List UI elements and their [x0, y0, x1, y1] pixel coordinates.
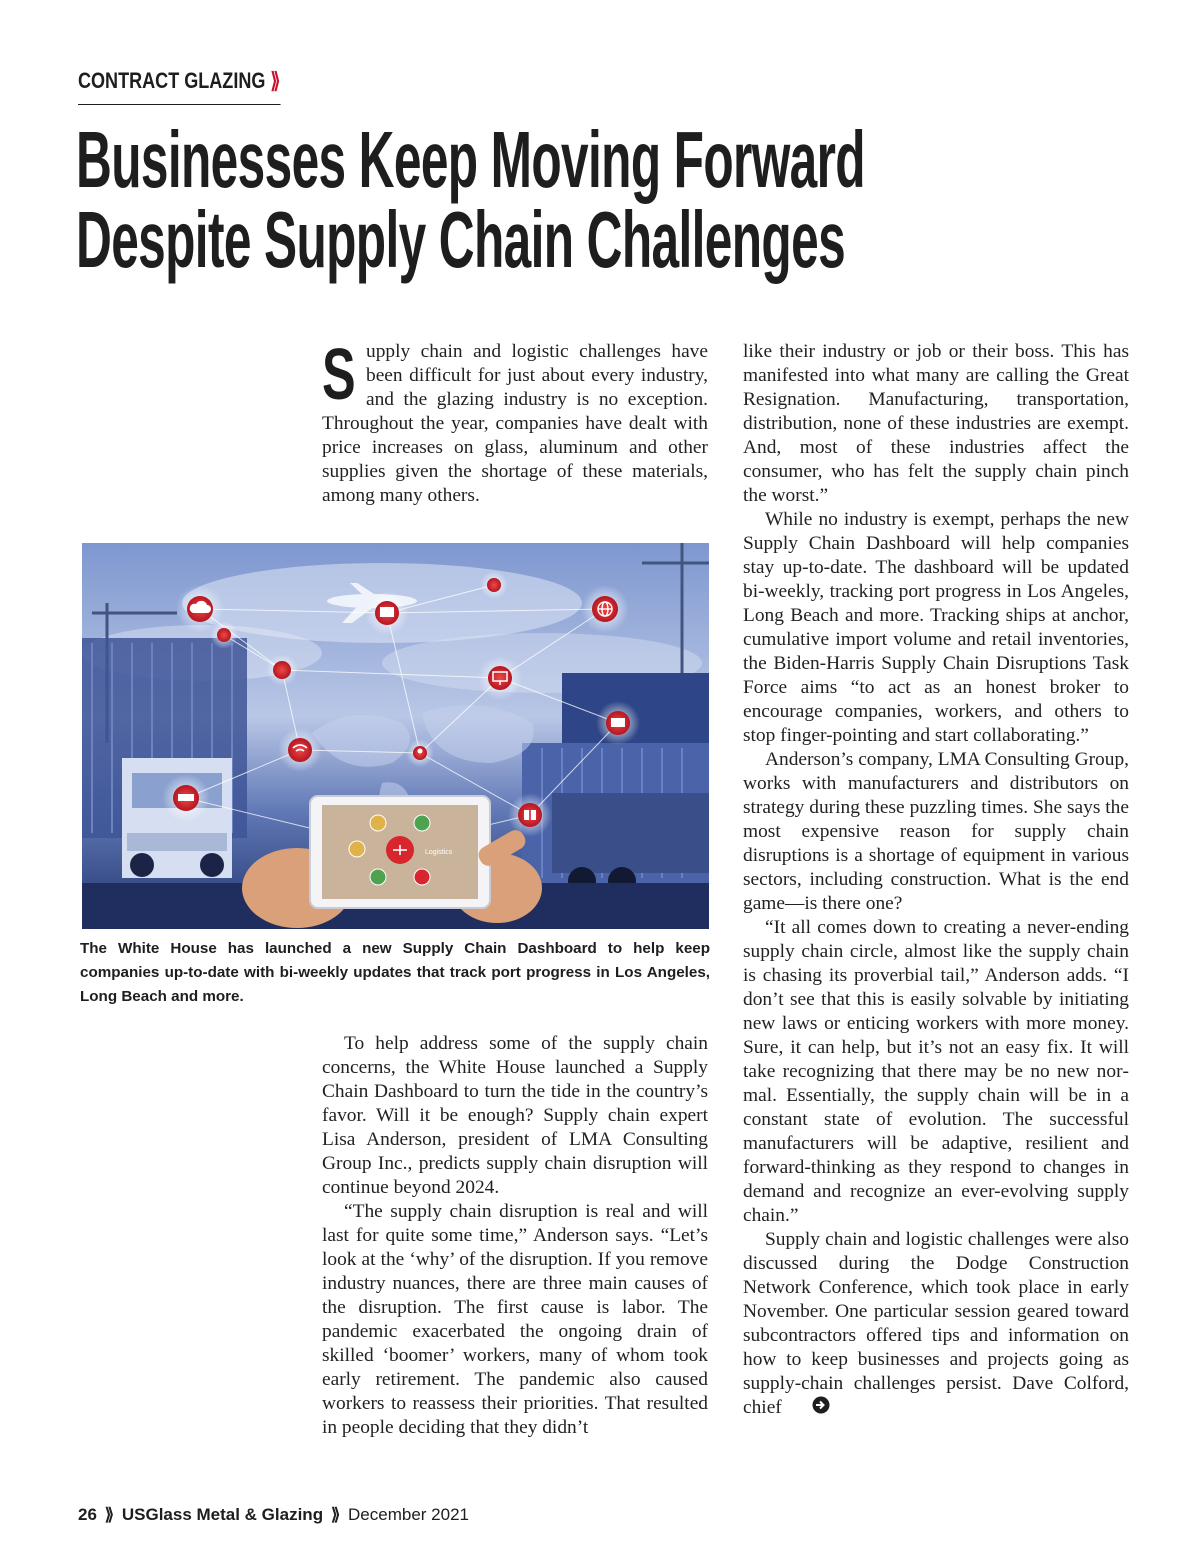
gift-icon — [524, 810, 536, 820]
tablet-label: Logistics — [425, 849, 453, 856]
middle-paragraph-2: “The supply chain disruption is real and will last for quite some time,” Anderson says. “Let’s look at the ‘why’ of the disruption. If you remove industry nuances, there are three main causes of the disruption. The first cause is labor. The pandemic exacerbated the ongoing drain of skilled ‘boomer’ workers, many of whom took early retirement. The pandemic also caused workers to reassess their priorities. That resulted in people deciding that they didn’t — [322, 1201, 708, 1438]
section-label-text: CONTRACT GLAZING — [78, 68, 266, 93]
right-column — [743, 340, 1129, 1421]
right-paragraph-2: While no industry is exempt, perhaps the new Supply Chain Dashboard will help companies stay up-to-date. The dashboard will be updated bi-weekly, tracking port progress in Los Angeles, Long Beach and more. Tracking ships at anchor, cumulative import volume and retail inventories, the Biden-Harris Supply Chain Disruptions Task Force aims “to act as an honest broker to encourage companies, workers, and others to stop finger-pointing and start collaborating.” — [743, 509, 1129, 746]
footer-chevron-icon: ⟫ — [330, 1505, 341, 1524]
intro-text: upply chain and logistic challenges have been difficult for just about every industry, and the glazing industry is no exception. Throughout the year, companies have dealt with price increases on glass, aluminum and other supplies given the shortage of these materials, among many others. — [322, 341, 708, 506]
issue-date: December 2021 — [348, 1505, 469, 1524]
location-pin-icon — [418, 749, 423, 754]
middle-paragraph-1: To help address some of the supply chain concerns, the White House launched a Supply Chain Dashboard to turn the tide in the country’s favor. Will it be enough? Supply chain expert Lisa Anderson, president of LMA Consulting Group Inc., predicts supply chain disruption will continue beyond 2024. — [322, 1033, 708, 1198]
headline — [76, 115, 865, 284]
page-number: 26 — [78, 1505, 97, 1524]
drop-cap: S — [322, 335, 356, 415]
right-paragraph-5-text: Supply chain and logistic challenges were also discussed during the Dodge Construction Network Conference, which took place in early November. One particular session geared toward subcontractors offered tips and information on how to keep businesses and projects going as supply-chain challenges persist. Dave Colford, chief — [743, 1229, 1129, 1418]
footer-chevron-icon: ⟫ — [104, 1505, 115, 1524]
headline-line-1: Businesses Keep Moving Forward — [76, 115, 865, 204]
section-chevron-icon: ⟫ — [270, 68, 281, 93]
right-paragraph-4: “It all comes down to creating a never-ending supply chain circle, almost like the supply chain is chasing its proverbial tail,” Anderson adds. “I don’t see that this is easily solvable by initiating new laws or enticing workers with more money. Sure, it can help, but it’s not an easy fix. It will take recognizing that there may be no new normal. Essentially, the supply chain will be in a constant state of evolution. The successful manufacturers will be adaptive, resilient and forward-thinking as they respond to changes in demand and recognize an ever-evolving supply chain.” — [743, 917, 1129, 1226]
right-paragraph-1: like their industry or job or their boss. This has manifested into what many are calling the Great Resignation. Manufacturing, transportation, distribution, none of these industries are exempt. And, most of these industries affect the consumer, who has felt the supply chain pinch the worst.” — [743, 341, 1129, 506]
publication-name: USGlass Metal & Glazing — [121, 1505, 324, 1524]
section-label — [78, 68, 280, 105]
page-footer — [78, 1505, 469, 1525]
supply-chain-photo — [82, 543, 709, 929]
middle-column — [322, 1032, 708, 1440]
intro-paragraph — [322, 335, 708, 508]
truck-icon — [178, 794, 194, 801]
right-paragraph-3: Anderson’s company, LMA Consulting Group, works with manufacturers and distributors on strategy during these puzzling times. She says the most expensive reason for supply chain disruptions is a shortage of equipment in various sectors, including construction. What is the end game—is there one? — [743, 749, 1129, 914]
headline-line-2: Despite Supply Chain Challenges — [76, 195, 846, 284]
right-paragraph-5 — [743, 1228, 1129, 1421]
continue-arrow-icon — [790, 1396, 830, 1421]
photo-caption: The White House has launched a new Supply Chain Dashboard to help keep companies up-to-date with bi-weekly updates that track port progress in Los Angeles, Long Beach and more. — [80, 940, 710, 1005]
